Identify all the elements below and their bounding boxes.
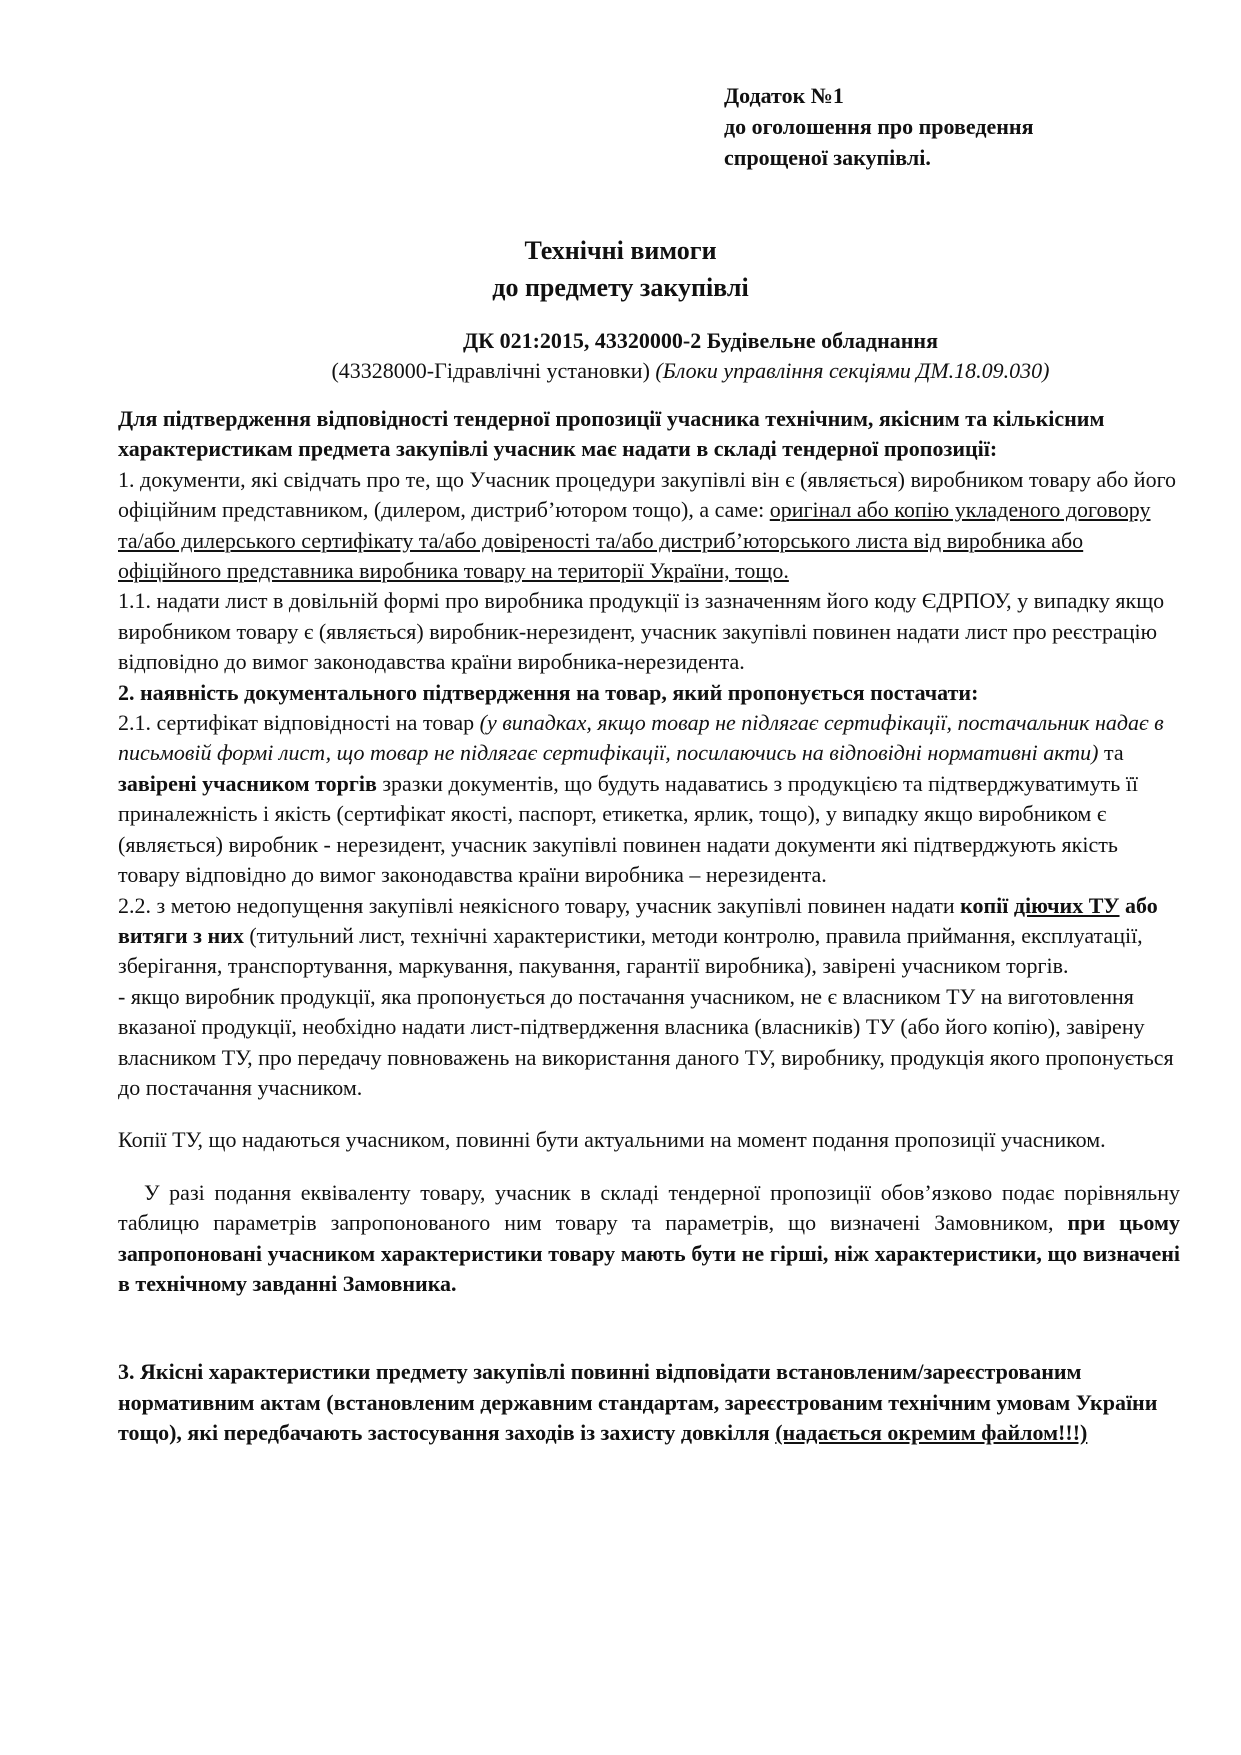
annex-line-2: до оголошення про проведення xyxy=(724,114,1034,139)
item-2-2-paragraph xyxy=(118,891,1180,982)
item-1-1-paragraph: 1.1. надати лист в довільній формі про виробника продукції із зазначенням його коду ЄДРПОУ, у випадку якщо виробником товару є (являється) виробник-нерезидент, учасник закупівлі повинен надати лист про реєстрацію відповідно до вимог законодавства країни виробника-нерезидента. xyxy=(118,588,1165,675)
item-2-2-end: (титульний лист, технічні характеристики, методи контролю, правила приймання, експлуатації, зберігання, транспортування, маркування, пакування, гарантії виробника), завірені учасником торгів. xyxy=(118,922,1143,979)
item-1-text: 1. документи, які свідчать про те, що Учасник процедури закупівлі він є (являється) виробником товару або його офіційним представником, (дилером, дистриб’ютором тощо), а саме: xyxy=(118,466,1177,523)
item-2-heading: 2. наявність документального підтвердження на товар, який пропонується постачати: xyxy=(118,679,979,705)
intro-paragraph: Для підтвердження відповідності тендерної пропозиції учасника технічним, якісним та кількісним характеристикам предмета закупівлі учасник має надати в складі тендерної пропозиції: xyxy=(118,406,1105,462)
item-2-2-bold-2: або витяги з них xyxy=(118,892,1158,948)
annex-header xyxy=(724,80,1034,173)
item-2-1-italic: (у випадках, якщо товар не підлягає сертифікації, постачальник надає в письмовій формі лист, що товар не підлягає сертифікації, посилаючись на відповідні нормативні акти) xyxy=(118,710,1164,766)
item-2-1-paragraph xyxy=(118,708,1180,890)
copies-note-paragraph: Копії ТУ, що надаються учасником, повинні бути актуальними на момент подання пропозиції учасником. xyxy=(118,1127,1106,1153)
item-3-bold-underlined: (надається окремим файлом!!!) xyxy=(775,1420,1088,1446)
item-1-paragraph xyxy=(118,465,1180,587)
equivalent-plain: У разі подання еквіваленту товару, учасник в складі тендерної пропозиції обов’язково подає порівняльну таблицю параметрів запропонованого ним товару та параметрів, що визначені Замовником, xyxy=(118,1179,1180,1236)
item-1-underlined: оригінал або копію укладеного договору та/або дилерського сертифікату та/або довіреності та/або дистриб’юторського листа від виробника або офіційного представника виробника товару на території України, тощо. xyxy=(118,497,1151,584)
dk-subcode: (43328000-Гідравлічні установки) xyxy=(331,358,650,383)
dk-subcode-line xyxy=(0,356,1241,386)
dk-item-name: (Блоки управління секціями ДМ.18.09.030) xyxy=(655,358,1050,383)
dash-paragraph: - якщо виробник продукції, яка пропонується до постачання учасником, не є власником ТУ на виготовлення вказаної продукції, необхідно надати лист-підтвердження власника (власників) ТУ (або його копію), завірену власником ТУ, про передачу повноважень на використання даного ТУ, виробнику, продукція якого пропонується до постачання учасником. xyxy=(118,983,1174,1100)
item-2-1-bold: завірені учасником торгів xyxy=(118,770,377,796)
dk-code-line: ДК 021:2015, 43320000-2 Будівельне обладнання xyxy=(462,328,938,353)
document-title xyxy=(0,232,1241,306)
item-2-2-start: 2.2. з метою недопущення закупівлі неякісного товару, учасник закупівлі повинен надати xyxy=(118,892,961,918)
item-2-1-start: 2.1. сертифікат відповідності на товар xyxy=(118,710,480,736)
item-2-2-bold-1: копії xyxy=(960,892,1014,918)
item-2-1-mid: та xyxy=(1098,740,1124,766)
annex-line-3: спрощеної закупівлі. xyxy=(724,145,931,170)
title-line-1: Технічні вимоги xyxy=(524,236,717,265)
annex-line-1: Додаток №1 xyxy=(724,83,844,108)
item-3-paragraph xyxy=(118,1357,1180,1448)
item-2-2-bold-underlined: діючих ТУ xyxy=(1013,892,1120,918)
equivalent-bold: при цьому запропоновані учасником характеристики товару мають бути не гірші, ніж характеристики, що визначені в технічному завданні Замовника. xyxy=(118,1210,1180,1296)
dk-classification xyxy=(0,326,1241,386)
equivalent-paragraph xyxy=(118,1178,1180,1300)
title-line-2: до предмету закупівлі xyxy=(492,273,749,302)
item-2-1-end: зразки документів, що будуть надаватись з продукцією та підтверджуватимуть її приналежність і якість (сертифікат якості, паспорт, етикетка, ярлик, тощо), у випадку якщо виробником є (являється) виробник - нерезидент, учасник закупівлі повинен надати документи які підтверджують якість товару відповідно до вимог законодавства країни виробника – нерезидента. xyxy=(118,770,1138,888)
document-body xyxy=(118,404,1180,1449)
item-3-bold: 3. Якісні характеристики предмету закупівлі повинні відповідати встановленим/зареєстрованим нормативним актам (встановленим державним стандартам, зареєстрованим технічним умовам України тощо), які передбачають застосування заходів із захисту довкілля xyxy=(118,1359,1158,1446)
